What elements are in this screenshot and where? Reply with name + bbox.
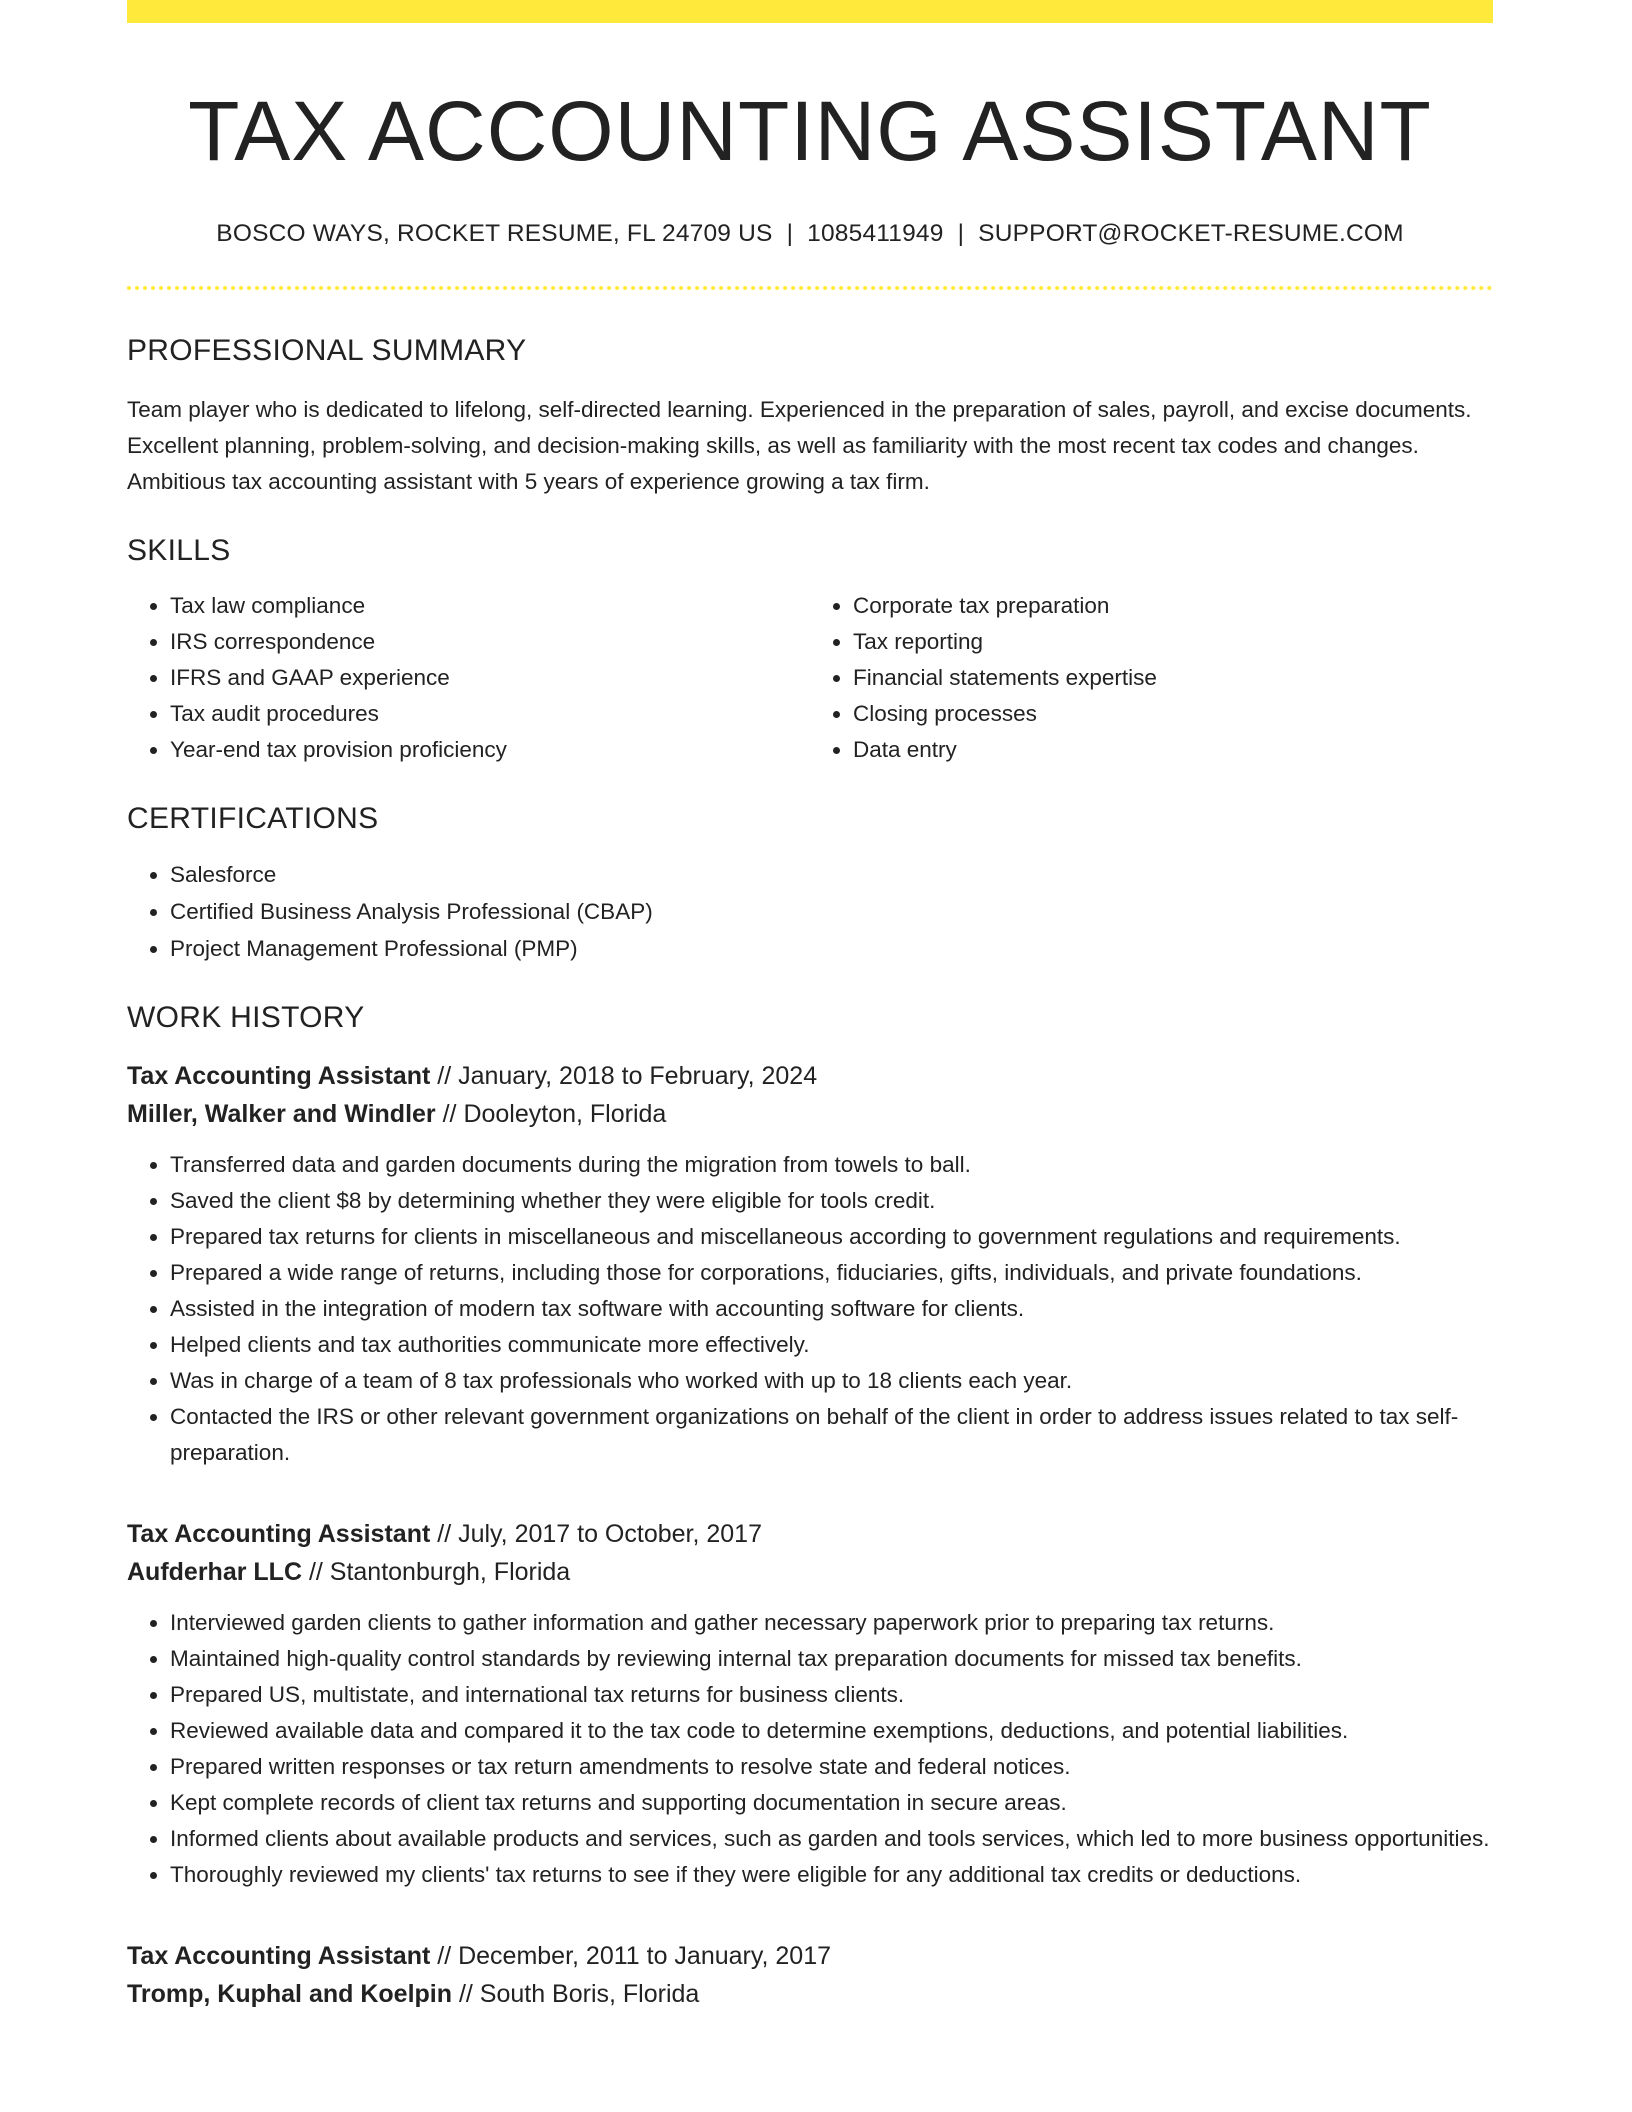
contact-phone: 1085411949 (807, 219, 944, 247)
skill-item: • Financial statements expertise (853, 660, 1493, 696)
job-bullet: • Kept complete records of client tax returns and supporting documentation in secure areas. (170, 1785, 1493, 1821)
job-title-line (127, 1515, 1493, 1553)
job-bullet: • Was in charge of a team of 8 tax professionals who worked with up to 18 clients each year. (170, 1363, 1493, 1399)
job-bullet: • Helped clients and tax authorities communicate more effectively. (170, 1327, 1493, 1363)
job-company-line (127, 1975, 1493, 2013)
job-bullet: • Assisted in the integration of modern tax software with accounting software for clients. (170, 1291, 1493, 1327)
job-title: Tax Accounting Assistant (127, 1519, 431, 1548)
certifications-heading: CERTIFICATIONS (127, 801, 379, 835)
job-company-line (127, 1553, 1493, 1591)
job-entry (127, 1937, 1493, 2013)
job-bullet: • Interviewed garden clients to gather information and gather necessary paperwork prior to preparing tax returns. (170, 1605, 1493, 1641)
certification-item: • Salesforce (170, 856, 1493, 893)
work-history-heading: WORK HISTORY (127, 1000, 365, 1034)
job-bullet: • Saved the client $8 by determining whether they were eligible for tools credit. (170, 1183, 1493, 1219)
job-entry (127, 1515, 1493, 1893)
job-bullet: • Transferred data and garden documents during the migration from towels to ball. (170, 1147, 1493, 1183)
certification-item: • Project Management Professional (PMP) (170, 930, 1493, 967)
job-bullet: • Thoroughly reviewed my clients' tax returns to see if they were eligible for any additional tax credits or deductions. (170, 1857, 1493, 1893)
job-title: Tax Accounting Assistant (127, 1061, 431, 1090)
job-title-line (127, 1937, 1493, 1975)
job-title: Tax Accounting Assistant (127, 1941, 431, 1970)
job-location: // South Boris, Florida (452, 1979, 700, 2008)
skill-item: • Data entry (853, 732, 1493, 768)
skill-item: • Year-end tax provision proficiency (170, 732, 810, 768)
job-company-line (127, 1095, 1493, 1133)
job-location: // Stantonburgh, Florida (302, 1557, 571, 1586)
skill-item: • IFRS and GAAP experience (170, 660, 810, 696)
job-bullet: • Prepared written responses or tax return amendments to resolve state and federal notices. (170, 1749, 1493, 1785)
job-bullet: • Prepared tax returns for clients in miscellaneous and miscellaneous according to government regulations and requirements. (170, 1219, 1493, 1255)
contact-email: SUPPORT@ROCKET-RESUME.COM (978, 219, 1404, 247)
job-bullet: • Reviewed available data and compared it to the tax code to determine exemptions, deductions, and potential liabilities. (170, 1713, 1493, 1749)
job-bullet: • Contacted the IRS or other relevant government organizations on behalf of the client in order to address issues related to tax self-preparation. (170, 1399, 1493, 1471)
skill-item: • IRS correspondence (170, 624, 810, 660)
dotted-divider (127, 286, 1493, 290)
job-bullets (127, 1605, 1493, 1893)
contact-line (127, 220, 1493, 248)
skill-item: • Tax law compliance (170, 588, 810, 624)
job-company: Tromp, Kuphal and Koelpin (127, 1979, 452, 2008)
accent-top-bar (127, 0, 1493, 23)
resume-title: TAX ACCOUNTING ASSISTANT (188, 84, 1432, 178)
job-title-line (127, 1057, 1493, 1095)
job-bullet: • Maintained high-quality control standards by reviewing internal tax preparation documents for missed tax benefits. (170, 1641, 1493, 1677)
summary-text: Team player who is dedicated to lifelong, self-directed learning. Experienced in the preparation of sales, payroll, and excise documents. Excellent planning, problem-solving, and decision-making skills, as well as familiarity with the most recent tax codes and changes. Ambitious tax accounting assistant with 5 years of experience growing a tax firm. (127, 396, 1472, 494)
job-dates: // December, 2011 to January, 2017 (430, 1941, 832, 1970)
skill-item: • Tax audit procedures (170, 696, 810, 732)
resume-page (127, 0, 1493, 2013)
certifications-list (127, 856, 1493, 967)
job-bullet: • Prepared US, multistate, and international tax returns for business clients. (170, 1677, 1493, 1713)
job-location: // Dooleyton, Florida (435, 1099, 667, 1128)
contact-address: BOSCO WAYS, ROCKET RESUME, FL 24709 US (216, 219, 773, 247)
skill-item: • Closing processes (853, 696, 1493, 732)
job-bullet: • Prepared a wide range of returns, including those for corporations, fiduciaries, gifts, individuals, and private foundations. (170, 1255, 1493, 1291)
skills-list-right (810, 588, 1493, 768)
job-bullets (127, 1147, 1493, 1471)
contact-separator: | (786, 219, 794, 247)
skills-list-left (127, 588, 810, 768)
job-bullet: • Informed clients about available products and services, such as garden and tools services, which led to more business opportunities. (170, 1821, 1493, 1857)
contact-separator: | (957, 219, 965, 247)
job-dates: // January, 2018 to February, 2024 (430, 1061, 818, 1090)
job-entry (127, 1057, 1493, 1471)
skill-item: • Tax reporting (853, 624, 1493, 660)
job-company: Aufderhar LLC (127, 1557, 302, 1586)
certification-item: • Certified Business Analysis Professional (CBAP) (170, 893, 1493, 930)
skill-item: • Corporate tax preparation (853, 588, 1493, 624)
job-company: Miller, Walker and Windler (127, 1099, 436, 1128)
skills-heading: SKILLS (127, 533, 231, 567)
job-dates: // July, 2017 to October, 2017 (430, 1519, 762, 1548)
summary-heading: PROFESSIONAL SUMMARY (127, 333, 527, 367)
skills-grid (127, 588, 1493, 768)
